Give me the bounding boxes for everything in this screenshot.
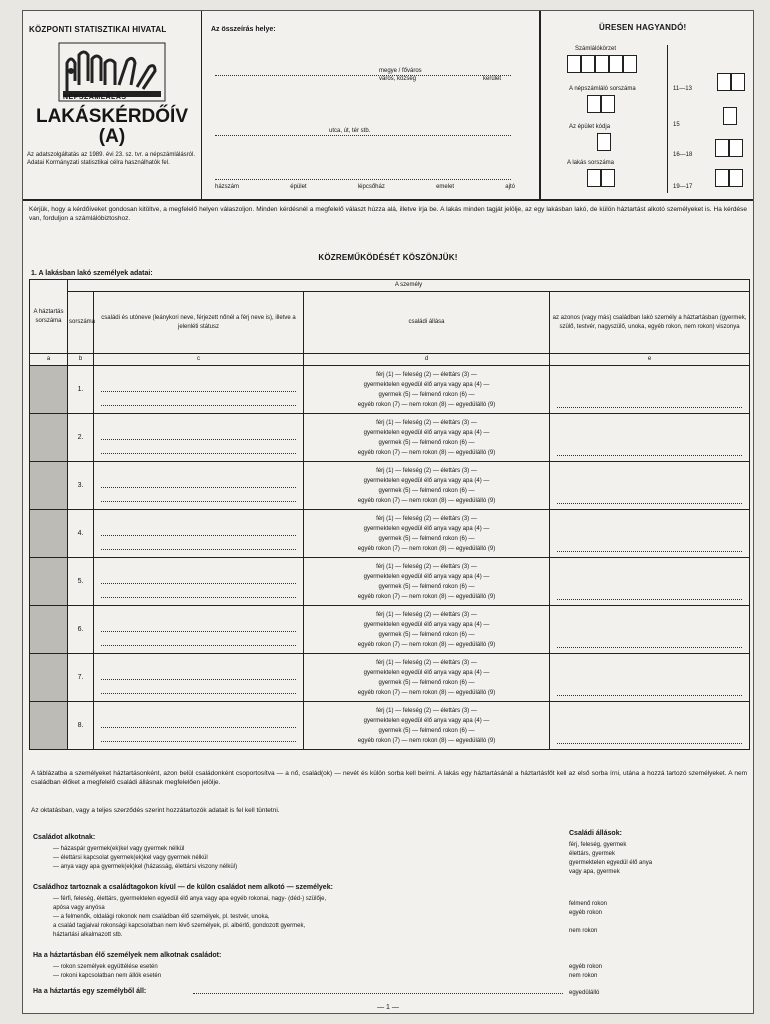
- office-use-block: [539, 11, 753, 199]
- column-letter-row: [30, 354, 750, 366]
- thanks-banner: KÖZREMŰKÖDÉSÉT KÖSZÖNJÜK!: [318, 253, 458, 262]
- logo-text: NÉPSZÁMLÁLÁS: [63, 94, 127, 101]
- family-status-option[interactable]: férj (1) — feleség (2) — élettárs (3) —: [376, 371, 477, 378]
- col-a-header: A háztartás sorszáma: [30, 280, 68, 354]
- building-label: épület: [290, 184, 307, 190]
- relation-field[interactable]: [550, 414, 750, 462]
- family-status-option[interactable]: gyermektelen egyedül élő anya vagy apa (4) —: [363, 381, 490, 388]
- family-status-option[interactable]: gyermektelen egyedül élő anya vagy apa (4) —: [363, 717, 490, 724]
- relation-field[interactable]: [550, 654, 750, 702]
- family-status-option[interactable]: gyermektelen egyedül élő anya vagy apa (4) —: [363, 621, 490, 628]
- agency-block: [23, 11, 202, 199]
- agency-name: KÖZPONTI STATISZTIKAI HIVATAL: [29, 25, 167, 34]
- person-row: [30, 654, 750, 702]
- person-number-cell: [68, 702, 94, 750]
- family-status-option[interactable]: gyermek (5) — felmenő rokon (6) —: [378, 583, 475, 590]
- staircase-label: lépcsőház: [357, 184, 385, 190]
- letter-c: c: [94, 354, 304, 366]
- office-codes: [547, 45, 668, 193]
- floor-label: emelet: [436, 184, 455, 190]
- related-status-2: egyéb rokon: [569, 910, 603, 916]
- family-status-options[interactable]: [304, 654, 550, 702]
- family-status-option[interactable]: férj (1) — feleség (2) — élettárs (3) —: [376, 563, 477, 570]
- enumerator-boxes[interactable]: [587, 95, 615, 118]
- family-status-option[interactable]: egyéb rokon (7) — nem rokon (8) — egyedülálló (9): [357, 641, 496, 648]
- person-number-cell: [68, 414, 94, 462]
- district-code-boxes[interactable]: [567, 55, 637, 78]
- person-row: [30, 462, 750, 510]
- person-group-header: A személy: [68, 280, 750, 292]
- name-field[interactable]: [94, 366, 304, 414]
- code-19-17: 19—17: [673, 184, 693, 190]
- family-status-option[interactable]: gyermek (5) — felmenő rokon (6) —: [378, 535, 475, 542]
- street-sublabel: utca, út, tér stb.: [329, 128, 371, 134]
- enumerator-label: A népszámláló sorszáma: [569, 86, 636, 92]
- related-line-3: — a felmenők, oldalági rokonok nem családban élő személyek, pl. testvér, unoka,: [53, 914, 270, 920]
- form-code: (A): [98, 126, 126, 147]
- person-number-cell: [68, 510, 94, 558]
- person-row: [30, 510, 750, 558]
- related-head: Családhoz tartoznak a családtagokon kívül — de külön családot nem alkotó — személyek:: [33, 884, 333, 891]
- family-status-option[interactable]: egyéb rokon (7) — nem rokon (8) — egyedülálló (9): [357, 737, 496, 744]
- status-line-1: férj, feleség, gyermek: [569, 842, 627, 848]
- address-label: Az összeírás helye:: [211, 26, 276, 33]
- family-status-option[interactable]: egyéb rokon (7) — nem rokon (8) — egyedülálló (9): [357, 593, 496, 600]
- household-number-cell[interactable]: [30, 510, 68, 558]
- address-block: [201, 11, 541, 199]
- persons-table: [29, 279, 749, 750]
- district-sublabel: kerület: [483, 76, 502, 82]
- person-number-cell: [68, 654, 94, 702]
- nonfamily-status-1: egyéb rokon: [569, 964, 603, 970]
- related-status-3: nem rokon: [569, 928, 598, 934]
- nonfamily-line-1: — rokon személyek együttélése esetén: [53, 964, 158, 970]
- code-11-13: 11—13: [673, 86, 692, 92]
- family-status-options[interactable]: [304, 558, 550, 606]
- county-sublabel: megye / főváros: [379, 68, 422, 74]
- building-code-label: Az épület kódja: [569, 124, 611, 130]
- family-line-1: — házaspár gyermek(ek)kel vagy gyermek nélkül: [53, 846, 185, 852]
- family-status-option[interactable]: gyermektelen egyedül élő anya vagy apa (4) —: [363, 429, 490, 436]
- single-status: egyedülálló: [569, 990, 600, 996]
- status-line-3: gyermektelen egyedül élő anya: [569, 860, 653, 866]
- person-number: 8.: [77, 721, 84, 729]
- relation-field[interactable]: [550, 558, 750, 606]
- office-use-title: ÜRESEN HAGYANDÓ!: [599, 23, 687, 32]
- family-status-options[interactable]: [304, 702, 550, 750]
- household-number-cell[interactable]: [30, 702, 68, 750]
- family-status-option[interactable]: egyéb rokon (7) — nem rokon (8) — egyedülálló (9): [357, 689, 496, 696]
- door-label: ajtó: [505, 184, 515, 190]
- person-row: [30, 702, 750, 750]
- person-number: 4.: [77, 529, 84, 537]
- code-16-18: 16—18: [673, 152, 693, 158]
- name-field[interactable]: [94, 414, 304, 462]
- house-number-label: házszám: [215, 184, 240, 190]
- family-status-options[interactable]: [304, 462, 550, 510]
- census-form-page: [22, 10, 754, 1014]
- code-boxes-3[interactable]: [715, 139, 743, 162]
- family-status-option[interactable]: gyermektelen egyedül élő anya vagy apa (4) —: [363, 669, 490, 676]
- col-d-header: családi állása: [304, 292, 550, 354]
- family-status-option[interactable]: egyéb rokon (7) — nem rokon (8) — egyedülálló (9): [357, 449, 496, 456]
- family-status-option[interactable]: gyermek (5) — felmenő rokon (6) —: [378, 631, 475, 638]
- family-status-option[interactable]: gyermektelen egyedül élő anya vagy apa (4) —: [363, 573, 490, 580]
- family-status-options[interactable]: [304, 510, 550, 558]
- family-line-2: — élettársi kapcsolat gyermek(ek)kel vagy gyermek nélkül: [53, 855, 208, 861]
- page-number: — 1 —: [377, 1004, 399, 1011]
- family-status-option[interactable]: férj (1) — feleség (2) — élettárs (3) —: [376, 707, 477, 714]
- letter-e: e: [550, 354, 750, 366]
- family-status-options[interactable]: [304, 606, 550, 654]
- person-number-cell: [68, 606, 94, 654]
- household-number-cell[interactable]: [30, 654, 68, 702]
- dwelling-number-boxes[interactable]: [587, 169, 615, 192]
- person-row: [30, 606, 750, 654]
- notes-para-1: A táblázatba a személyeket háztartásonként, azon belül családonként csoportosítva — a nő, család(ok) — nevét és külön sorba kell beírni. A lakás egy háztartásánál a háztartásfőt kell az első sorba írni, utána a hozzá tartozó személyeket. A nem családban élőket a megfelelő családi állásnak megfelelően jelölje.: [31, 770, 747, 786]
- name-field[interactable]: [94, 462, 304, 510]
- dwelling-number-label: A lakás sorszáma: [567, 160, 615, 166]
- family-status-option[interactable]: gyermek (5) — felmenő rokon (6) —: [378, 391, 475, 398]
- family-status-option[interactable]: gyermek (5) — felmenő rokon (6) —: [378, 679, 475, 686]
- single-head: Ha a háztartás egy személyből áll:: [33, 988, 147, 995]
- person-number-cell: [68, 462, 94, 510]
- related-line-1: — férfi, feleség, élettárs, gyermektelen egyedül élő anya vagy apa egyéb rokonai, nagy- (déd-) szülője,: [53, 896, 327, 902]
- person-rows: [30, 366, 750, 750]
- instructions-text: Kérjük, hogy a kérdőíveket gondosan kitöltve, a megfelelő helyen válaszoljon. Minden kérdésnél a megfelelő választ húzza alá, illetve írja be. A lakás minden tagját jelölje, az egy lakásban lakó, de külön háztartást alkotó személyeket is. Ha kérdése van, forduljon a számlálóbiztoshoz.: [29, 206, 747, 222]
- status-line-2: élettárs, gyermek: [569, 851, 616, 857]
- name-field[interactable]: [94, 558, 304, 606]
- relation-field[interactable]: [550, 510, 750, 558]
- family-status-option[interactable]: gyermek (5) — felmenő rokon (6) —: [378, 439, 475, 446]
- letter-b: b: [68, 354, 94, 366]
- nonfamily-head: Ha a háztartásban élő személyek nem alkotnak családot:: [33, 952, 222, 959]
- form-header: [23, 11, 753, 201]
- family-status-option[interactable]: gyermektelen egyedül élő anya vagy apa (4) —: [363, 525, 490, 532]
- col-e-header: az azonos (vagy más) családban lakó személy a háztartásban (gyermek, szülő, testvér, nagyszülő, unoka, egyéb rokon, nem rokon) viszonya: [550, 292, 750, 354]
- house-fields: [215, 183, 515, 191]
- person-number: 2.: [77, 433, 84, 441]
- family-status-options[interactable]: [304, 414, 550, 462]
- person-number: 3.: [77, 481, 84, 489]
- family-status-option[interactable]: férj (1) — feleség (2) — élettárs (3) —: [376, 659, 477, 666]
- family-status-option[interactable]: férj (1) — feleség (2) — élettárs (3) —: [376, 419, 477, 426]
- family-status-option[interactable]: gyermek (5) — felmenő rokon (6) —: [378, 727, 475, 734]
- family-status-options[interactable]: [304, 366, 550, 414]
- name-field[interactable]: [94, 606, 304, 654]
- family-status-option[interactable]: férj (1) — feleség (2) — élettárs (3) —: [376, 611, 477, 618]
- person-number-cell: [68, 366, 94, 414]
- family-status-option[interactable]: egyéb rokon (7) — nem rokon (8) — egyedülálló (9): [357, 401, 496, 408]
- person-number: 6.: [77, 625, 84, 633]
- person-row: [30, 414, 750, 462]
- related-line-2: apósa vagy anyósa: [53, 905, 105, 911]
- person-row: [30, 366, 750, 414]
- person-row: [30, 558, 750, 606]
- family-line-3: — anya vagy apa gyermek(ek)kel (házasság, élettársi viszony nélkül): [53, 864, 238, 870]
- household-number-cell[interactable]: [30, 366, 68, 414]
- county-line[interactable]: [215, 75, 511, 76]
- person-number: 1.: [77, 385, 84, 393]
- house-number-line[interactable]: [215, 179, 511, 180]
- family-status-option[interactable]: gyermektelen egyedül élő anya vagy apa (4) —: [363, 477, 490, 484]
- relation-field[interactable]: [550, 606, 750, 654]
- building-code-boxes[interactable]: [597, 133, 611, 156]
- name-field[interactable]: [94, 702, 304, 750]
- person-number: 7.: [77, 673, 84, 681]
- status-line-4: vagy apa, gyermek: [569, 869, 620, 875]
- notes-para-2: Az oktatásban, vagy a teljes szerződés szerint hozzátartozók adatait is fel kell tüntetni.: [31, 807, 280, 814]
- code-boxes-2[interactable]: [723, 107, 737, 130]
- district-code-label: Számlálókörzet: [575, 46, 617, 52]
- family-status-option[interactable]: egyéb rokon (7) — nem rokon (8) — egyedülálló (9): [357, 545, 496, 552]
- code-15: 15: [673, 122, 680, 128]
- col-b-header: sorszáma: [68, 292, 94, 354]
- family-status-option[interactable]: férj (1) — feleség (2) — élettárs (3) —: [376, 515, 477, 522]
- relation-field[interactable]: [550, 702, 750, 750]
- related-line-5: háztartási alkalmazott stb.: [53, 932, 123, 938]
- name-field[interactable]: [94, 510, 304, 558]
- section-title: 1. A lakásban lakó személyek adatai:: [31, 270, 153, 277]
- col-c-header: családi és utóneve (leánykori neve, férjezett nőnél a férj neve is), illetve a jelenléti státusz: [94, 292, 304, 354]
- household-number-cell[interactable]: [30, 462, 68, 510]
- letter-a: a: [30, 354, 68, 366]
- single-dots: [193, 993, 563, 994]
- family-head: Családot alkotnak:: [33, 834, 96, 841]
- family-status-option[interactable]: gyermek (5) — felmenő rokon (6) —: [378, 487, 475, 494]
- related-line-4: a család tagjaival rokonsági kapcsolatban nem lévő személyek, pl. albérlő, gondozott gyermek,: [53, 923, 306, 929]
- form-title: LAKÁSKÉRDŐÍV: [35, 106, 188, 127]
- person-number-cell: [68, 558, 94, 606]
- person-number: 5.: [77, 577, 84, 585]
- code-boxes-4[interactable]: [715, 169, 743, 192]
- code-boxes-1[interactable]: [717, 73, 745, 96]
- family-status-option[interactable]: férj (1) — feleség (2) — élettárs (3) —: [376, 467, 477, 474]
- nonfamily-line-2: — rokoni kapcsolatban nem állók esetén: [53, 973, 162, 979]
- family-status-option[interactable]: egyéb rokon (7) — nem rokon (8) — egyedülálló (9): [357, 497, 496, 504]
- letter-d: d: [304, 354, 550, 366]
- relation-field[interactable]: [550, 366, 750, 414]
- household-number-cell[interactable]: [30, 414, 68, 462]
- related-status-1: felmenő rokon: [569, 901, 608, 907]
- status-head: Családi állások:: [569, 830, 622, 837]
- household-number-cell[interactable]: [30, 606, 68, 654]
- name-field[interactable]: [94, 654, 304, 702]
- office-side-codes: [671, 45, 749, 193]
- legal-note: Az adatszolgáltatás az 1989. évi 23. sz. tvr. a népszámlálásról. Adatai Kormányzati statisztikai célra használhatók fel.: [27, 152, 195, 166]
- relation-field[interactable]: [550, 462, 750, 510]
- street-line[interactable]: [215, 135, 511, 136]
- nonfamily-status-2: nem rokon: [569, 973, 598, 979]
- city-sublabel: város, község: [379, 76, 417, 82]
- household-number-cell[interactable]: [30, 558, 68, 606]
